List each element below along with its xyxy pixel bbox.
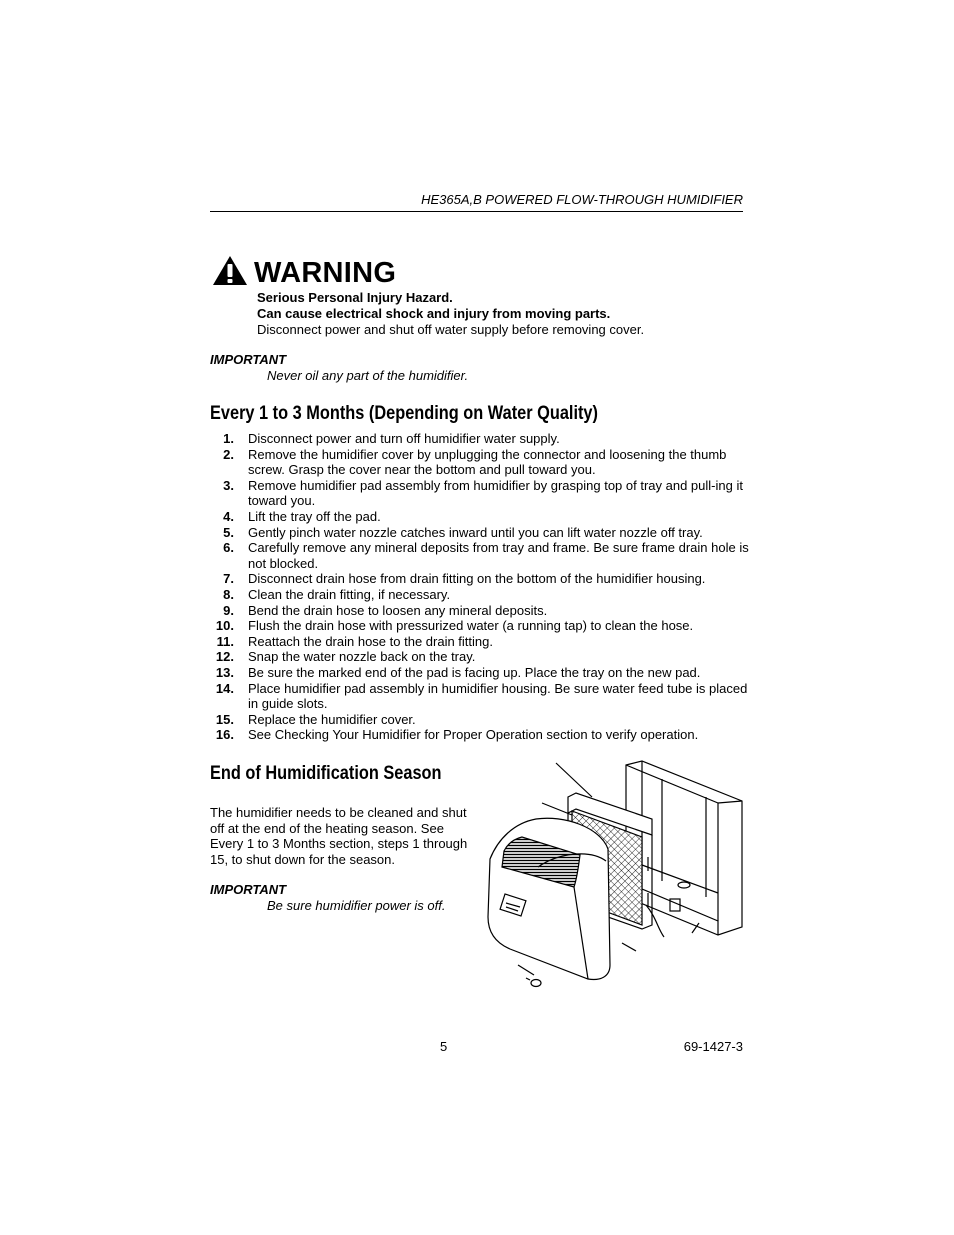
step-number: 15. (215, 711, 234, 727)
warning-line-hazard: Serious Personal Injury Hazard. (257, 290, 453, 305)
section-title-season: End of Humidification Season (210, 763, 442, 784)
warning-triangle-icon (212, 255, 248, 291)
step-text: Disconnect power and turn off humidifier water supply. (248, 431, 560, 446)
list-item (210, 478, 755, 509)
step-number: 12. (215, 649, 234, 665)
step-text: Carefully remove any mineral deposits from tray and frame. Be sure frame drain hole is not blocked. (248, 540, 749, 571)
page-number: 5 (440, 1039, 448, 1054)
step-number: 1. (223, 431, 234, 446)
step-text: Place humidifier pad assembly in humidifier housing. Be sure water feed tube is placed in guide slots. (248, 680, 748, 712)
step-text: Clean the drain fitting, if necessary. (248, 586, 451, 602)
running-header: HE365A,B POWERED FLOW-THROUGH HUMIDIFIER (421, 192, 743, 207)
list-item (210, 649, 755, 665)
warning-title: WARNING (254, 257, 397, 289)
step-text: Flush the drain hose with pressurized water (a running tap) to clean the hose. (248, 618, 694, 634)
step-text: Bend the drain hose to loosen any mineral deposits. (248, 602, 548, 618)
step-text: See Checking Your Humidifier for Proper Operation section to verify operation. (248, 727, 699, 743)
warning-heading (212, 255, 396, 291)
step-text: Be sure the marked end of the pad is facing up. Place the tray on the new pad. (248, 664, 701, 680)
important-label-season: IMPORTANT (210, 882, 287, 897)
step-number: 10. (215, 618, 234, 634)
list-item (210, 525, 755, 541)
step-text: Remove humidifier pad assembly from humidifier by grasping top of tray and pull-ing it toward you. (248, 477, 743, 509)
step-text: Reattach the drain hose to the drain fitting. (248, 633, 493, 649)
step-number: 8. (223, 586, 234, 602)
step-text: Lift the tray off the pad. (248, 508, 381, 524)
list-item (210, 447, 755, 478)
list-item (210, 571, 755, 587)
step-number: 16. (215, 727, 234, 743)
step-number: 14. (215, 680, 234, 696)
season-body-text: The humidifier needs to be cleaned and shut off at the end of the heating season. See Every 1 to 3 Months section, steps 1 through 15, to shut down for the season. (210, 805, 468, 867)
important-note: Never oil any part of the humidifier. (267, 368, 469, 383)
warning-line-shock: Can cause electrical shock and injury from moving parts. (257, 306, 611, 321)
step-number: 4. (223, 508, 234, 524)
step-text: Replace the humidifier cover. (248, 711, 416, 727)
list-item (210, 618, 755, 634)
step-number: 5. (223, 524, 234, 540)
warning-line-disconnect: Disconnect power and shut off water supply before removing cover. (257, 322, 645, 337)
list-item (210, 540, 755, 571)
list-item (210, 603, 755, 619)
list-item (210, 681, 755, 712)
list-item (210, 712, 755, 728)
important-label: IMPORTANT (210, 352, 287, 367)
document-number: 69-1427-3 (683, 1039, 743, 1054)
step-text: Disconnect drain hose from drain fitting on the bottom of the humidifier housing. (248, 571, 706, 587)
step-number: 3. (223, 477, 234, 493)
humidifier-exploded-view-illustration (480, 757, 750, 989)
step-text: Remove the humidifier cover by unplugging the connector and loosening the thumb screw. Grasp the cover near the bottom and pull toward you. (248, 446, 727, 478)
list-item (210, 587, 755, 603)
step-text: Snap the water nozzle back on the tray. (248, 649, 476, 665)
step-number: 9. (223, 602, 234, 618)
important-note-season: Be sure humidifier power is off. (267, 898, 446, 913)
list-item (210, 509, 755, 525)
section-title-maintenance: Every 1 to 3 Months (Depending on Water Quality) (210, 403, 598, 424)
header-rule (210, 211, 743, 212)
list-item (210, 431, 755, 447)
list-item (210, 665, 755, 681)
step-text: Gently pinch water nozzle catches inward until you can lift water nozzle off tray. (248, 524, 703, 540)
step-number: 13. (215, 664, 234, 680)
step-number: 2. (223, 446, 234, 462)
list-item (210, 634, 755, 650)
maintenance-steps-list (210, 431, 755, 743)
step-number: 11. (216, 633, 234, 649)
list-item (210, 727, 755, 743)
step-number: 7. (223, 571, 234, 587)
step-number: 6. (223, 540, 234, 556)
